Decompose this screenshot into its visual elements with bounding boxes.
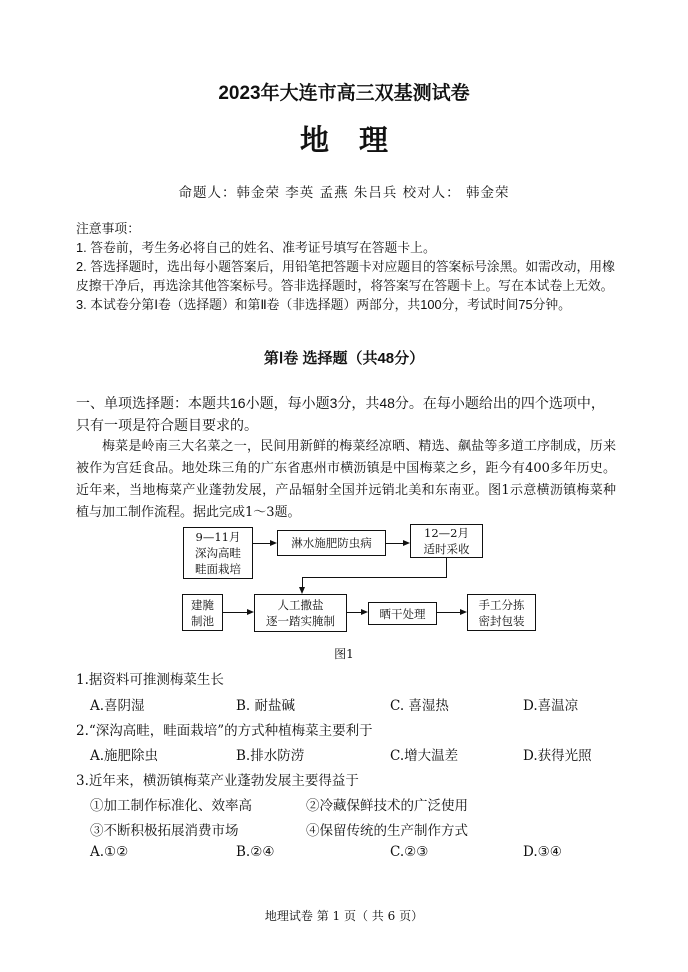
flow-box: 建腌 制池 [182, 594, 223, 631]
option: C.②③ [390, 844, 429, 860]
statement: ③不断积极拓展消费市场 [90, 823, 239, 839]
option: C.增大温差 [390, 748, 459, 764]
arrow-icon [460, 609, 467, 615]
option: B.排水防涝 [236, 748, 305, 764]
statement: ④保留传统的生产制作方式 [306, 823, 468, 839]
option: B.②④ [236, 844, 275, 860]
figure-caption: 图1 [334, 647, 354, 661]
connector [347, 612, 362, 613]
notes-heading: 注意事项： [76, 221, 140, 236]
connector [437, 612, 461, 613]
notes [76, 219, 621, 314]
option: D.喜温凉 [523, 698, 579, 714]
option: D.获得光照 [523, 748, 592, 764]
note-item: 2. 答选择题时，选出每小题答案后，用铅笔把答题卡对应题目的答案标号涂黑。如需改动，用橡皮擦干净后，再选涂其他答案标号。答非选择题时，将答案写在答题卡上。写在本试卷上无效。 [76, 259, 615, 293]
question-stem: 2.“深沟高畦，畦面栽培”的方式种植梅菜主要利于 [76, 723, 373, 739]
arrow-icon [403, 540, 410, 546]
statement: ①加工制作标准化、效率高 [90, 798, 252, 814]
arrow-icon [299, 587, 305, 594]
connector [223, 612, 248, 613]
note-item: 1. 答卷前，考生务必将自己的姓名、准考证号填写在答题卡上。 [76, 240, 436, 255]
flow-box: 晒干处理 [368, 602, 437, 625]
connector [446, 558, 447, 577]
question-stem: 3.近年来，横沥镇梅菜产业蓬勃发展主要得益于 [76, 773, 359, 789]
flow-box: 淋水施肥防虫病 [277, 530, 386, 556]
connector [302, 577, 447, 578]
section-title: 第Ⅰ卷 选择题（共48分） [263, 350, 425, 367]
flow-box: 12—2月 适时采收 [410, 524, 483, 558]
flow-box: 9—11月 深沟高畦 畦面栽培 [183, 527, 253, 579]
exam-title: 2023年大连市高三双基测试卷 [218, 83, 470, 104]
connector [253, 543, 271, 544]
flow-box: 人工撒盐 逐一踏实腌制 [254, 594, 347, 632]
arrow-icon [270, 540, 277, 546]
page-footer: 地理试卷 第 1 页（ 共 6 页） [264, 909, 424, 923]
option: A.①② [90, 844, 129, 860]
option: C. 喜湿热 [390, 698, 449, 714]
subject-title: 地理 [299, 123, 418, 157]
option: A.施肥除虫 [90, 748, 159, 764]
flow-box: 手工分拣 密封包装 [467, 594, 536, 631]
statement: ②冷藏保鲜技术的广泛使用 [306, 798, 468, 814]
option: A.喜阴湿 [90, 698, 145, 714]
authors-line: 命题人：韩金荣 李英 孟燕 朱吕兵 校对人： 韩金荣 [178, 185, 510, 201]
option: B. 耐盐碱 [236, 698, 296, 714]
connector [386, 543, 404, 544]
arrow-icon [247, 609, 254, 615]
arrow-icon [361, 609, 368, 615]
question-stem: 1.据资料可推测梅菜生长 [76, 672, 224, 688]
option: D.③④ [523, 844, 562, 860]
note-item: 3. 本试卷分第Ⅰ卷（选择题）和第Ⅱ卷（非选择题）两部分，共100分，考试时间75分钟。 [76, 297, 571, 312]
section-instruction: 一、单项选择题：本题共16小题，每小题3分，共48分。在每小题给出的四个选项中，只有一项是符合题目要求的。 [76, 395, 605, 433]
passage: 梅菜是岭南三大名菜之一，民间用新鲜的梅菜经凉晒、精选、飙盐等多道工序制成，历来被作为宫廷食品。地处珠三角的广东省惠州市横沥镇是中国梅菜之乡，距今有400多年历史。近年来，当地梅菜产业蓬勃发展，产品辐射全国并远销北美和东南亚。图1示意横沥镇梅菜种植与加工制作流程。据此完成1～3题。 [76, 439, 616, 520]
